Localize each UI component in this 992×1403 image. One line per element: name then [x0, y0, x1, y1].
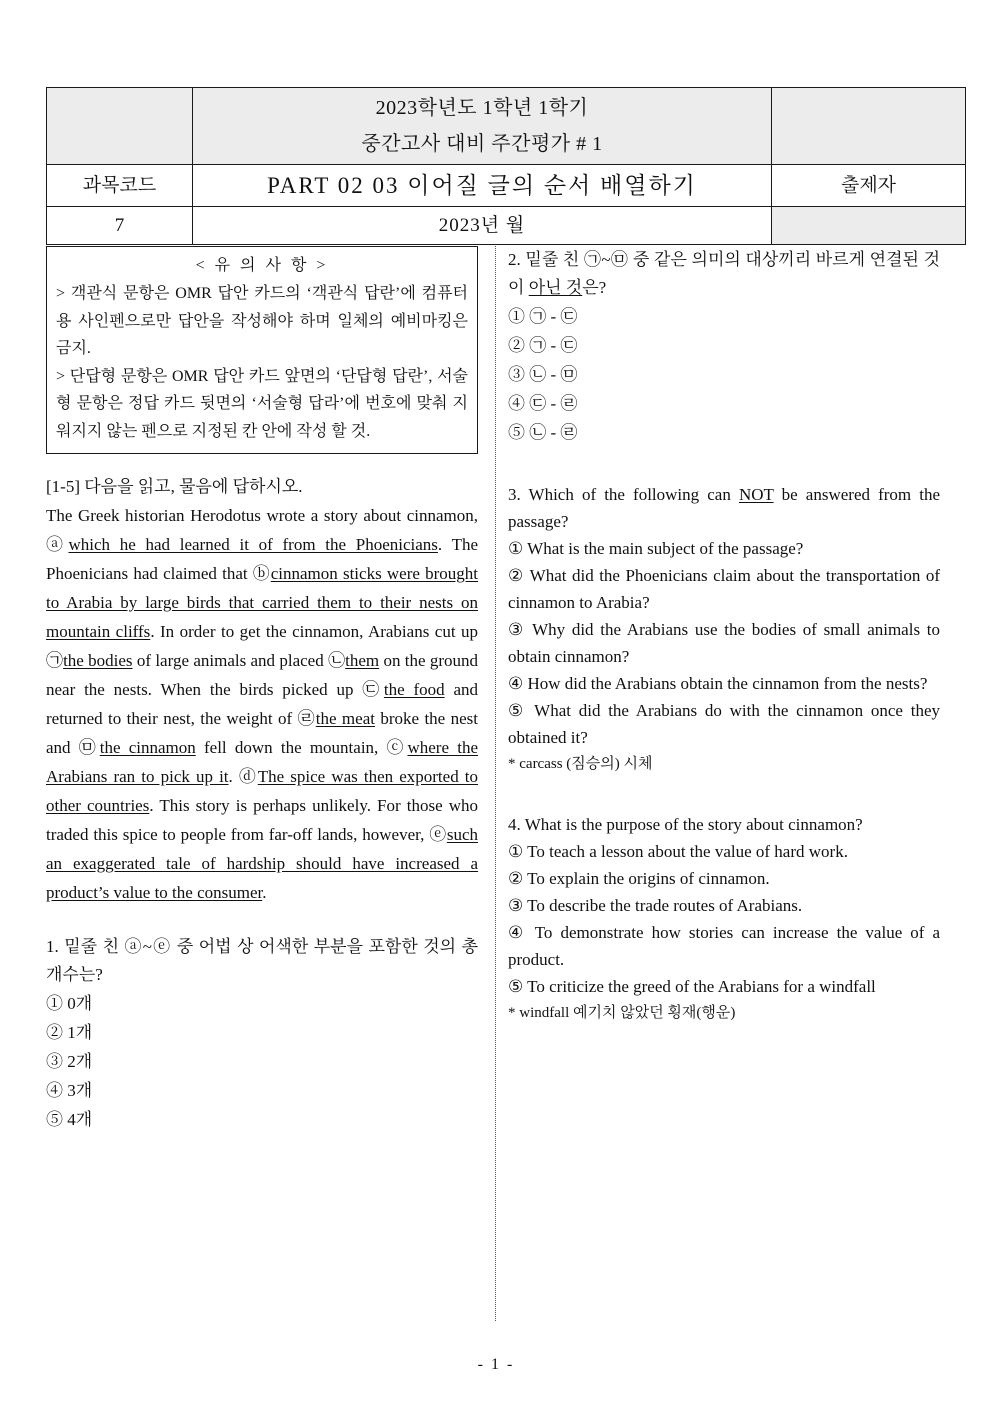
- question-2: [508, 246, 940, 447]
- subject-code-label: 과목코드: [47, 165, 193, 207]
- question-stem-emphasis: 아닌 것: [528, 278, 583, 297]
- passage-segment: .: [228, 767, 239, 786]
- notice-box: [46, 246, 478, 454]
- header-row-title: [47, 88, 966, 165]
- question-footnote: * windfall 예기치 않았던 횡재(행운): [508, 1005, 736, 1021]
- passage-underlined-segment: them: [345, 651, 380, 670]
- answer-choice[interactable]: ⑤ To criticize the greed of the Arabians for a windfall: [508, 977, 876, 996]
- notice-title: < 유 의 사 항 >: [195, 257, 329, 274]
- answer-choice[interactable]: ④ ㉢ - ㉣: [508, 394, 578, 413]
- question-stem: 1. 밑줄 친 ⓐ~ⓔ 중 어법 상 어색한 부분을 포함한 것의 총 개수는?: [46, 937, 478, 984]
- answer-choice[interactable]: ① ㉠ - ㉢: [508, 307, 578, 326]
- question-stem-emphasis: NOT: [738, 485, 774, 504]
- question-1: [46, 933, 478, 1134]
- answer-choice[interactable]: ④ 3개: [46, 1081, 93, 1100]
- passage-segment: The Greek historian Herodotus wrote a story about cinnamon,: [46, 506, 478, 525]
- passage-segment: ㉤: [78, 738, 100, 757]
- passage-underlined-segment: where the Arabians ran to pick up it: [46, 738, 478, 786]
- answer-choice[interactable]: ① What is the main subject of the passage?: [508, 539, 804, 558]
- exam-title-line1: 2023학년도 1학년 1학기: [375, 97, 589, 119]
- answer-choice[interactable]: ③ To describe the trade routes of Arabians.: [508, 896, 803, 915]
- answer-choice[interactable]: ④ How did the Arabians obtain the cinnamon from the nests?: [508, 674, 928, 693]
- question-stem-suffix: be answered from the passage?: [508, 485, 940, 531]
- passage-segment: on the ground near the nests. When the birds picked up: [46, 651, 479, 699]
- passage-segment: .: [262, 883, 267, 902]
- notice-line-1: > 객관식 문항은 OMR 답안 카드의 ‘객관식 답란’에 컴퓨터용 사인펜으로만 답안을 작성해야 하며 일체의 예비마킹은 금지.: [56, 285, 468, 357]
- page-footer: - 1 -: [477, 1356, 515, 1373]
- header-row-part: [47, 165, 966, 207]
- right-column: [508, 246, 940, 1042]
- passage-underlined-segment: cinnamon sticks were brought to Arabia by large birds that carried them to their nests on mountain cliffs: [46, 564, 478, 641]
- passage-underlined-segment: which he had learned it of from the Phoenicians: [68, 535, 438, 554]
- passage-underlined-segment: the meat: [315, 709, 375, 728]
- header-cell-exam-title: [193, 88, 772, 165]
- question-footnote: * carcass (짐승의) 시체: [508, 756, 653, 772]
- question-spacer-2: [508, 793, 940, 811]
- left-column: [46, 246, 478, 1150]
- passage-segment: ⓑ: [252, 564, 271, 583]
- answer-choice[interactable]: ① 0개: [46, 994, 93, 1013]
- passage-segment: ㉡: [328, 651, 346, 670]
- question-3: [508, 481, 940, 777]
- answer-choice[interactable]: ⑤ What did the Arabians do with the cinnamon once they obtained it?: [508, 701, 940, 747]
- passage-segment: of large animals and placed: [132, 651, 329, 670]
- answer-choice[interactable]: ② ㉠ - ㉢: [508, 336, 578, 355]
- passage-segment: . The Phoenicians had claimed that: [46, 535, 479, 583]
- passage-segment: ㉣: [297, 709, 316, 728]
- answer-choice[interactable]: ④ To demonstrate how stories can increase the value of a product.: [508, 923, 940, 969]
- exam-title-line2: 중간고사 대비 주간평가 # 1: [361, 133, 603, 155]
- answer-choice[interactable]: ⑤ ㉡ - ㉣: [508, 423, 578, 442]
- passage-underlined-segment: The spice was then exported to other countries: [46, 767, 479, 815]
- passage-body: [46, 501, 478, 907]
- passage-segment: ⓓ: [238, 767, 258, 786]
- answer-choice[interactable]: ② 1개: [46, 1023, 93, 1042]
- passage-segment: ㉠: [46, 651, 64, 670]
- passage-segment: broke the nest and: [46, 709, 479, 757]
- header-cell-blank-right: [772, 88, 966, 165]
- answer-choice[interactable]: ⑤ 4개: [46, 1110, 93, 1129]
- author-value: [772, 207, 966, 245]
- passage-segment: ⓐ: [46, 535, 69, 554]
- passage-segment: . In order to get the cinnamon, Arabians cut up: [150, 622, 478, 641]
- question-stem: [508, 481, 940, 535]
- question-stem-suffix: 은?: [582, 278, 607, 297]
- exam-date: 2023년 월: [193, 207, 772, 245]
- question-spacer-1: [508, 463, 940, 481]
- question-stem-prefix: 2. 밑줄 친 ㉠~㉤ 중 같은 의미의 대상끼리 바르게 연결된 것이: [508, 250, 940, 297]
- passage-underlined-segment: the food: [383, 680, 445, 699]
- answer-choice[interactable]: ③ Why did the Arabians use the bodies of small animals to obtain cinnamon?: [508, 620, 940, 666]
- question-stem: 4. What is the purpose of the story about cinnamon?: [508, 815, 863, 834]
- question-4: [508, 811, 940, 1026]
- passage-underlined-segment: such an exaggerated tale of hardship should have increased a product’s value to the consumer: [46, 825, 478, 902]
- answer-choice[interactable]: ① To teach a lesson about the value of hard work.: [508, 842, 848, 861]
- answer-choice[interactable]: ② What did the Phoenicians claim about the transportation of cinnamon to Arabia?: [508, 566, 940, 612]
- passage-underlined-segment: the cinnamon: [99, 738, 196, 757]
- passage-segment: and returned to their nest, the weight of: [46, 680, 479, 728]
- question-stem-prefix: 3. Which of the following can: [508, 485, 739, 504]
- header-cell-blank-left: [47, 88, 193, 165]
- author-label: 출제자: [772, 165, 966, 207]
- exam-header-table: [46, 87, 966, 245]
- passage-segment: ㉢: [362, 680, 384, 699]
- header-row-date: [47, 207, 966, 245]
- notice-line-2: > 단답형 문항은 OMR 답안 카드 앞면의 ‘단답형 답란’, 서술형 문항은 정답 카드 뒷면의 ‘서술형 답라’에 번호에 맞춰 지워지지 않는 펜으로 지정된 칸 안에 작성 할 것.: [56, 367, 468, 440]
- answer-choice[interactable]: ③ ㉡ - ㉤: [508, 365, 578, 384]
- passage-instruction: [1-5] 다음을 읽고, 물음에 답하시오.: [46, 477, 303, 496]
- question-stem: [508, 246, 940, 302]
- answer-choice[interactable]: ② To explain the origins of cinnamon.: [508, 869, 770, 888]
- passage-segment: . This story is perhaps unlikely. For those who traded this spice to people from far-off lands, however,: [46, 796, 478, 844]
- part-title: PART 02 03 이어질 글의 순서 배열하기: [193, 165, 772, 207]
- answer-choice[interactable]: ③ 2개: [46, 1052, 93, 1071]
- passage-segment: ⓔ: [429, 825, 447, 844]
- passage-segment: fell down the mountain,: [195, 738, 387, 757]
- passage-segment: ⓒ: [386, 738, 408, 757]
- passage-underlined-segment: the bodies: [63, 651, 133, 670]
- subject-code-value: 7: [47, 207, 193, 245]
- column-divider: [495, 246, 496, 1321]
- body-columns: [46, 246, 946, 1316]
